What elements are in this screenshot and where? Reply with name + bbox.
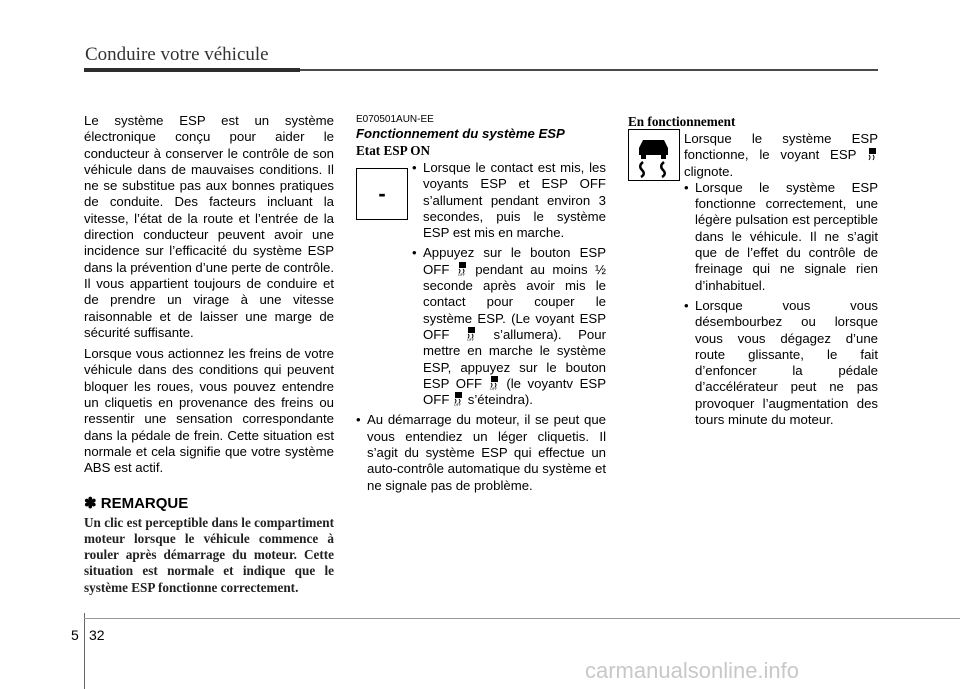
esp-off-icon bbox=[457, 262, 468, 276]
svg-text:OFF: OFF bbox=[489, 386, 497, 390]
section-code: E070501AUN-EE bbox=[356, 114, 434, 125]
header-rule bbox=[300, 69, 878, 71]
in-operation-heading: En fonctionnement bbox=[628, 114, 736, 129]
esp-on-heading: Etat ESP ON bbox=[356, 143, 431, 158]
watermark: carmanualsonline.info bbox=[585, 658, 800, 683]
svg-text:OFF: OFF bbox=[457, 272, 465, 276]
footer-divider bbox=[84, 618, 960, 619]
remarque-body: Un clic est perceptible dans le compartiment moteur lorsque le véhicule commence à rouler après démarrage du moteur. Cette situation est normale et indique que le système ESP fonctionne correctement. bbox=[84, 514, 334, 595]
footer-divider-vertical bbox=[84, 613, 85, 689]
header-rule-dark bbox=[84, 68, 300, 72]
esp-off-icon bbox=[489, 376, 500, 390]
esp-off-icon bbox=[453, 392, 464, 406]
column-left bbox=[84, 113, 334, 596]
page-header-title: Conduire votre véhicule bbox=[85, 44, 269, 65]
list-item: • Lorsque vous vous désembourbez ou lorsque vous vous dégagez d’une route glissante, le fait d’enfoncer la pédale d’accélérateur peut ne pas provoquer l’augmentation des tours minute du moteur. bbox=[684, 297, 878, 428]
list-item: • Au démarrage du moteur, il se peut que vous entendiez un léger cliquetis. Il s’agit du système ESP qui effectue un auto-contrôle automatique du système et ne signale pas de problème. bbox=[356, 412, 606, 493]
svg-text:OFF: OFF bbox=[466, 337, 474, 341]
list-item: • Lorsque le système ESP fonctionne correctement, une légère pulsation est perceptible dans le véhicule. Il ne s’agit que de l’effet du contrôle de freinage qui ne signale rien d’inhabituel. bbox=[684, 179, 878, 293]
esp-off-icon bbox=[466, 327, 477, 341]
esp-skid-car-icon bbox=[628, 129, 680, 181]
abs-paragraph: Lorsque vous actionnez les freins de votre véhicule dans des conditions qui peuvent bloquer les roues, vous pouvez entendre un cliquetis en provenance des freins ou ressentir une sensation correspondante dans la pédale de frein. Cette situation est normale et cela signifie que votre système ABS est actif. bbox=[84, 346, 334, 476]
list-item: • Lorsque le contact est mis, les voyants ESP et ESP OFF s’allument pendant environ 3 secondes, puis le système ESP est mis en marche. bbox=[412, 160, 606, 241]
section-subtitle: Fonctionnement du système ESP bbox=[356, 126, 565, 141]
remarque-heading: ✽ REMARQUE bbox=[84, 494, 189, 512]
esp-icon bbox=[867, 147, 878, 161]
list-item: • Appuyez sur le bouton ESP OFF OFF pendant au moins ½ seconde après avoir mis le contact pour couper le système ESP. (Le voyant ESP OFF OFF s’allumera). Pour mettre en marche le système ESP, appuyez sur le bouton ESP OFF OFF (le voyantv ESP OFF OFF s’éteindra). bbox=[412, 245, 606, 408]
esp-indicator-box: - bbox=[356, 168, 408, 220]
chapter-number: 5 bbox=[71, 627, 79, 643]
svg-text:OFF: OFF bbox=[454, 403, 462, 407]
esp-intro-paragraph: Le système ESP est un système électronique conçu pour aider le conducteur à conserver le contrôle de son véhicule dans de mauvaises conditions. Il ne se substitue pas aux bonnes pratiques de conduite. Des facteurs incluant la vitesse, l’état de la route et l’entrée de la direction conducteur peuvent avoir une incidence sur l’efficacité du système ESP dans la prévention d’une perte de contrôle. Il vous appartient toujours de conduire et de prendre un virage à une vitesse raisonnable et de laisser une marge de sécurité suffisante. bbox=[84, 113, 335, 340]
page-number: 32 bbox=[89, 627, 105, 643]
in-operation-intro: Lorsque le système ESP fonctionne, le voyant ESP clignote. bbox=[684, 131, 878, 179]
